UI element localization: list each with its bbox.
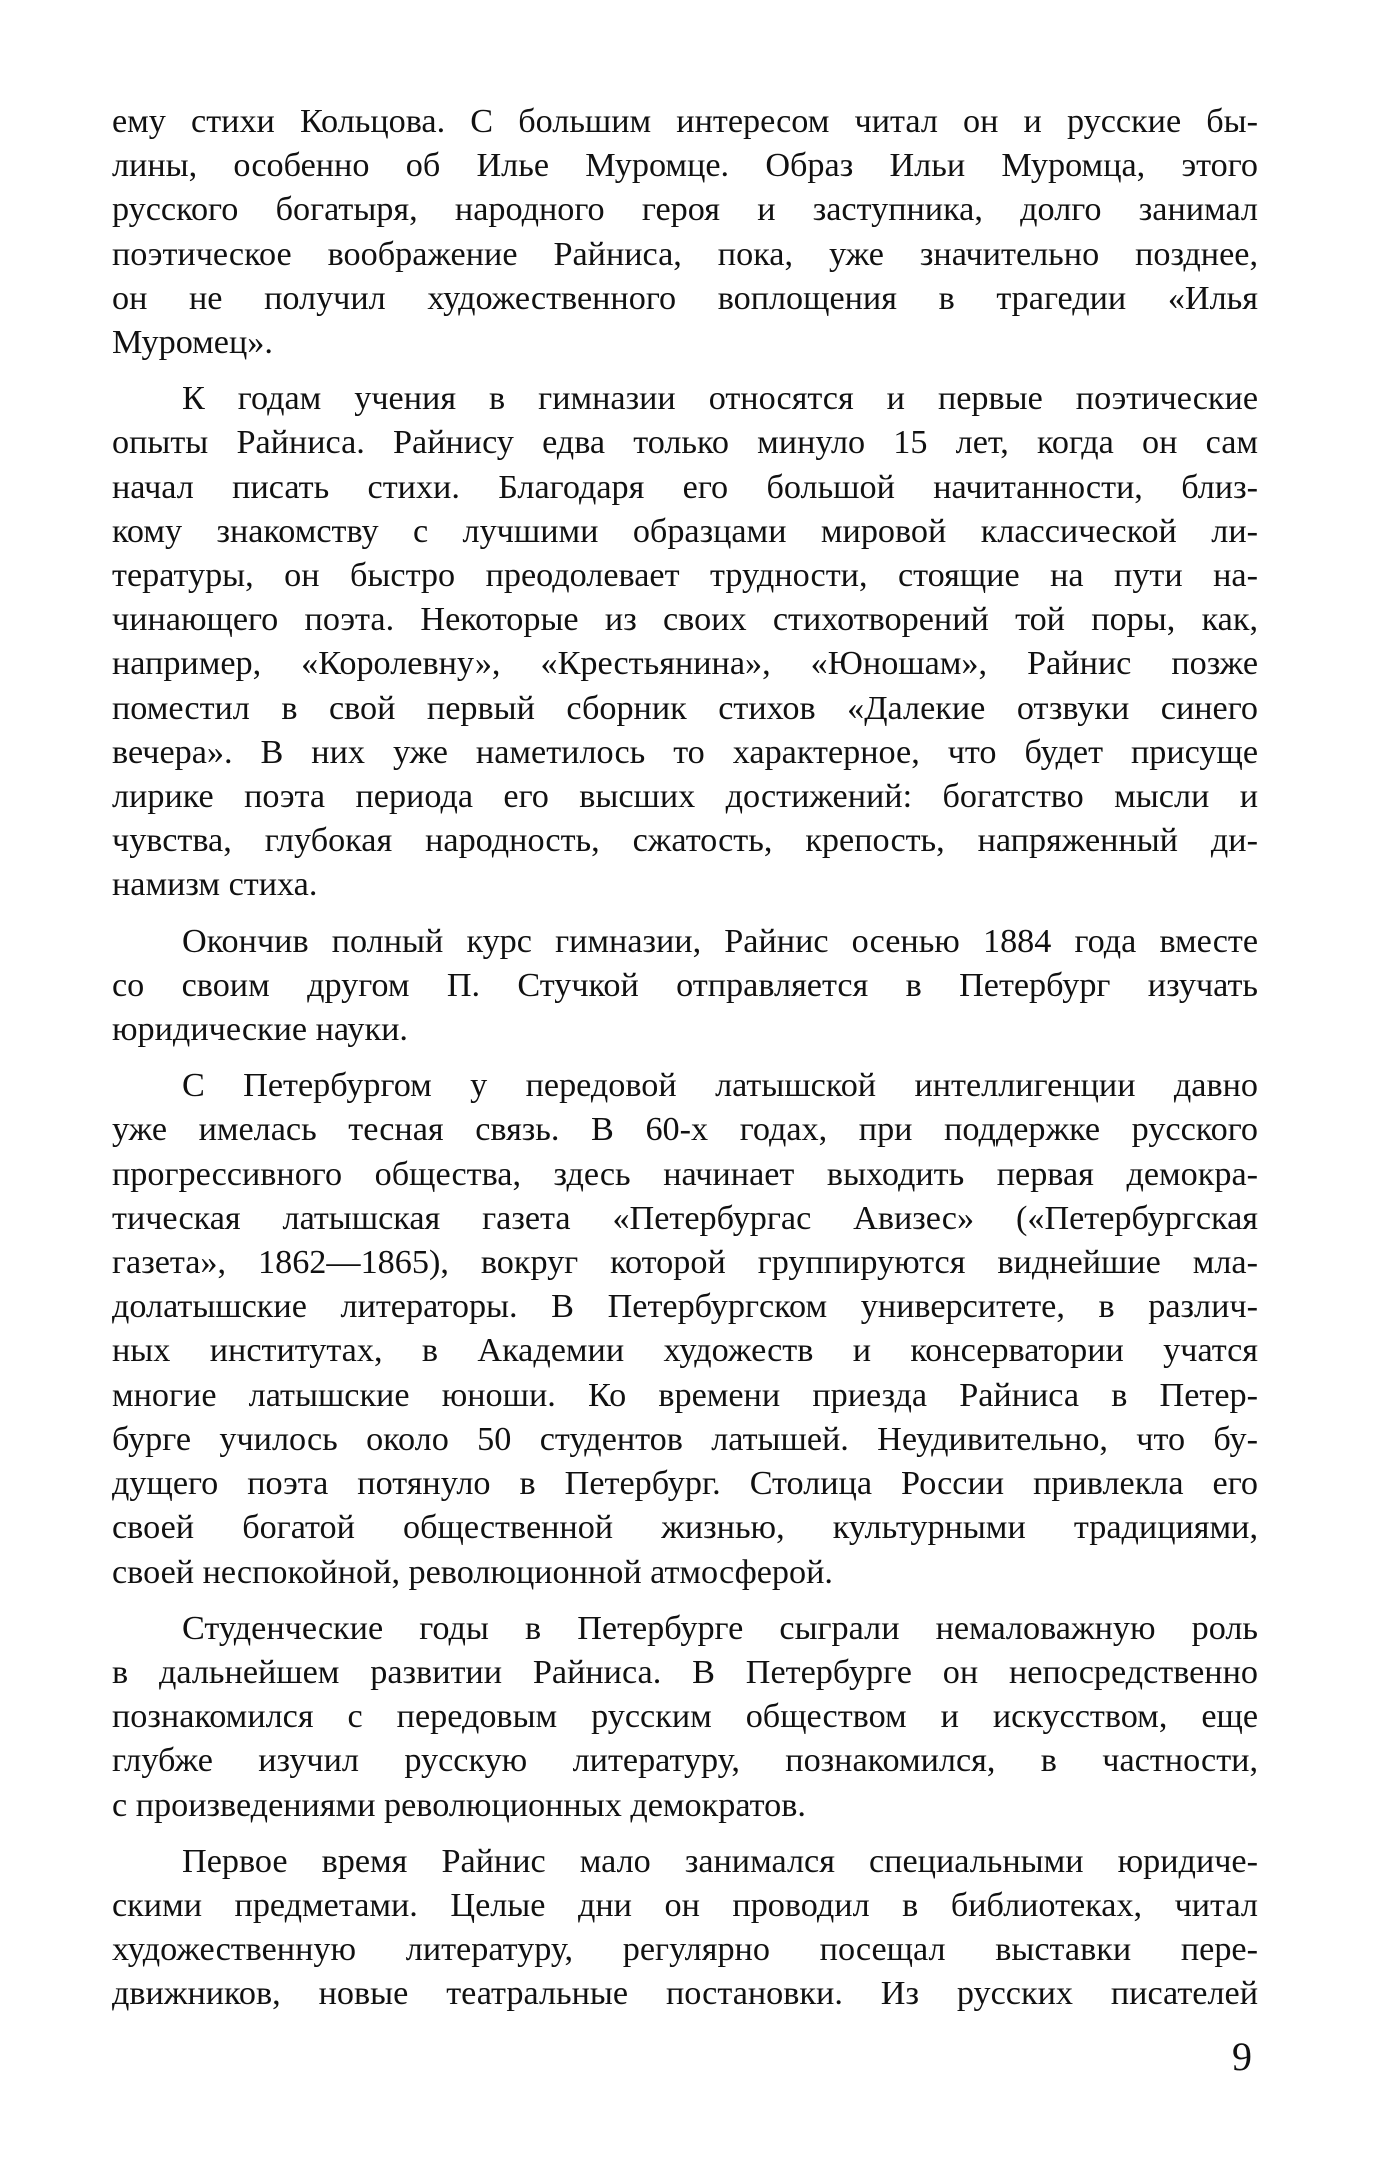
page-body	[112, 100, 1258, 2017]
text-line: со своим другом П. Стучкой отправляется в Петербург изучать	[112, 966, 1258, 1004]
text-line: чинающего поэта. Некоторые из своих стихотворений той поры, как,	[112, 601, 1258, 639]
text-line: Окончив полный курс гимназии, Райнис осенью 1884 года вместе	[182, 922, 1258, 960]
page-number: 9	[1232, 2034, 1252, 2079]
text-line: Студенческие годы в Петербурге сыграли немаловажную роль	[182, 1609, 1258, 1647]
text-line: газета», 1862—1865), вокруг которой группируются виднейшие мла-	[112, 1244, 1258, 1282]
text-line: лины, особенно об Илье Муромце. Образ Ильи Муромца, этого	[112, 147, 1258, 185]
text-line: опыты Райниса. Райнису едва только минуло 15 лет, когда он сам	[112, 424, 1258, 462]
text-line: тературы, он быстро преодолевает трудности, стоящие на пути на-	[112, 557, 1258, 595]
text-line: бурге училось около 50 студентов латышей. Неудивительно, что бу-	[112, 1420, 1258, 1458]
text-line: он не получил художественного воплощения в трагедии «Илья	[112, 279, 1258, 317]
text-line: своей богатой общественной жизнью, культурными традициями,	[112, 1509, 1258, 1547]
text-line: с произведениями революционных демократов.	[112, 1786, 806, 1824]
paragraph	[112, 920, 1258, 1053]
text-line: начал писать стихи. Благодаря его большой начитанности, близ-	[112, 468, 1258, 506]
text-line: поместил в свой первый сборник стихов «Далекие отзвуки синего	[112, 689, 1258, 727]
text-line: познакомился с передовым русским обществом и искусством, еще	[112, 1698, 1258, 1736]
paragraph	[112, 1840, 1258, 2017]
text-line: своей неспокойной, революционной атмосферой.	[112, 1553, 833, 1591]
text-line: в дальнейшем развитии Райниса. В Петербурге он непосредственно	[112, 1653, 1258, 1691]
text-line: многие латышские юноши. Ко времени приезда Райниса в Петер-	[112, 1376, 1258, 1414]
text-line: глубже изучил русскую литературу, познакомился, в частности,	[112, 1742, 1258, 1780]
text-line: тическая латышская газета «Петербургас Авизес» («Петербургская	[112, 1199, 1258, 1237]
text-line: кому знакомству с лучшими образцами мировой классической ли-	[112, 512, 1258, 550]
paragraph	[112, 377, 1258, 907]
paragraph	[112, 1064, 1258, 1594]
text-line: ему стихи Кольцова. С большим интересом читал он и русские бы-	[112, 103, 1258, 140]
text-line: намизм стиха.	[112, 866, 318, 904]
text-line: например, «Королевну», «Крестьянина», «Юношам», Райнис позже	[112, 645, 1258, 683]
text-line: уже имелась тесная связь. В 60-х годах, при поддержке русского	[112, 1111, 1258, 1149]
text-line: Муромец».	[112, 324, 273, 362]
text-line: юридические науки.	[112, 1011, 408, 1049]
text-line: долатышские литераторы. В Петербургском университете, в различ-	[112, 1288, 1258, 1326]
text-line: Первое время Райнис мало занимался специальными юридиче-	[182, 1842, 1258, 1880]
text-line: лирике поэта периода его высших достижений: богатство мысли и	[112, 778, 1258, 816]
text-line: чувства, глубокая народность, сжатость, крепость, напряженный ди-	[112, 822, 1258, 860]
text-line: прогрессивного общества, здесь начинает выходить первая демокра-	[112, 1155, 1258, 1193]
text-line: скими предметами. Целые дни он проводил в библиотеках, читал	[112, 1886, 1258, 1924]
text-line: поэтическое воображение Райниса, пока, уже значительно позднее,	[112, 235, 1258, 273]
paragraph	[112, 1607, 1258, 1828]
text-line: дущего поэта потянуло в Петербург. Столица России привлекла его	[112, 1465, 1258, 1503]
text-line: вечера». В них уже наметилось то характерное, что будет присуще	[112, 733, 1258, 771]
text-line: ных институтах, в Академии художеств и консерватории учатся	[112, 1332, 1258, 1370]
text-line: К годам учения в гимназии относятся и первые поэтические	[182, 380, 1258, 418]
paragraph	[112, 100, 1258, 365]
text-line: русского богатыря, народного героя и заступника, долго занимал	[112, 191, 1258, 229]
text-line: художественную литературу, регулярно посещал выставки пере-	[112, 1931, 1258, 1969]
text-line: движников, новые театральные постановки. Из русских писателей	[112, 1975, 1258, 2013]
text-line: С Петербургом у передовой латышской интеллигенции давно	[182, 1067, 1258, 1105]
